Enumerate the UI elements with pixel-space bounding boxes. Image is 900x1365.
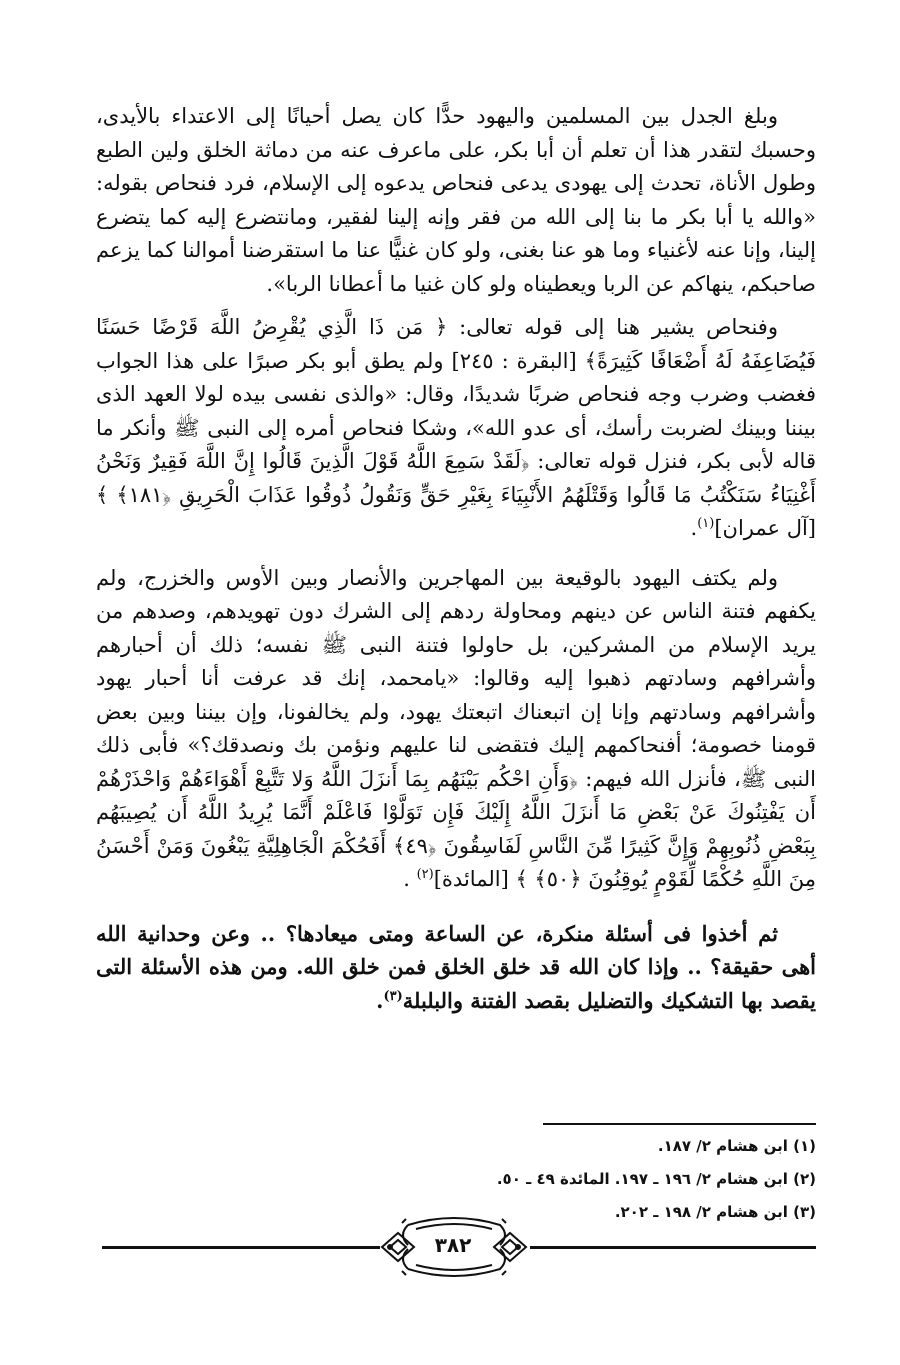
footnote-ref-3: (٣) bbox=[383, 988, 403, 1004]
paragraph-3-text: ولم يكتف اليهود بالوقيعة بين المهاجرين والأنصار وبين الأوس والخزرج، ولم يكفهم فتنة الناس عن دينهم ومحاولة ردهم إلى الشرك دون تهويدهم، وصدهم من يريد الإسلام من المشركين، بل حاولوا فتنة النبى ﷺ نفسه؛ ذلك أن أحبارهم وأشرافهم وسادتهم ذهبوا إليه وقالوا: «يامحمد، إنك قد عرفت أنا أحبار يهود وأشرافهم وسادتهم وإنا إن اتبعناك اتبعتك يهود، ولم يخالفونا، وإن بيننا وبين بعض قومنا خصومة؛ أفنحاكمهم إليك فتقضى لنا عليهم ونؤمن بك ونصدقك؟» فأبى ذلك النبى ﷺ، فأنزل الله فيهم: ﴿وَأَنِ احْكُم بَيْنَهُم بِمَا أَنزَلَ اللَّهُ وَلا تَتَّبِعْ أَهْوَاءَهُمْ وَاحْذَرْهُمْ أَن يَفْتِنُوكَ عَنْ بَعْضِ مَا أَنزَلَ اللَّهُ إِلَيْكَ فَإِن تَوَلَّوْا فَاعْلَمْ أَنَّمَا يُرِيدُ اللَّهُ أَن يُصِيبَهُم بِبَعْضِ ذُنُوبِهِمْ وَإِنَّ كَثِيرًا مِّنَ النَّاسِ لَفَاسِقُونَ ﴿٤٩﴾ أَفَحُكْمَ الْجَاهِلِيَّةِ يَبْغُونَ وَمَنْ أَحْسَنُ مِنَ اللَّهِ حُكْمًا لِّقَوْمٍ يُوقِنُونَ ﴿٥٠﴾ ﴾ [المائدة] bbox=[96, 565, 816, 891]
paragraph-4-end: . bbox=[376, 987, 384, 1013]
paragraph-3 bbox=[96, 562, 816, 897]
paragraph-3-end: . bbox=[403, 867, 417, 891]
bottom-rule-right bbox=[530, 1246, 816, 1249]
page-number: ٣٨٢ bbox=[422, 1230, 484, 1260]
paragraph-4-text: ثم أخذوا فى أسئلة منكرة، عن الساعة ومتى ميعادها؟ .. وعن وحدانية الله أهى حقيقة؟ .. وإذا كان الله قد خلق الخلق فمن خلق الله. ومن هذه الأسئلة التى يقصد بها التشكيك والتضليل بقصد الفتنة والبلبلة bbox=[96, 920, 816, 1013]
main-text bbox=[96, 100, 816, 1017]
footnote-1: (١) ابن هشام ٢/ ١٨٧. bbox=[657, 1137, 816, 1155]
footnote-ref-2: (٢) bbox=[416, 867, 434, 882]
bottom-rule-left bbox=[102, 1246, 380, 1249]
footnote-3: (٣) ابن هشام ٢/ ١٩٨ ـ ٢٠٢. bbox=[614, 1203, 816, 1221]
paragraph-1-text: وبلغ الجدل بين المسلمين واليهود حدًّا كان يصل أحيانًا إلى الاعتداء بالأيدى، وحسبك لتقدر هذا أن تعلم أن أبا بكر، على ماعرف عنه من دماثة الخلق ولين الطبع وطول الأناة، تحدث إلى يهودى يدعى فنحاص يدعوه إلى الإسلام، فرد فنحاص بقوله: «والله يا أبا بكر ما بنا إلى الله من فقر وإنه إلينا لفقير، ومانتضرع إليه كما يتضرع إلينا، وإنا عنه لأغنياء وما هو عنا بغنى، ولو كان غنيًّا عنا ما استقرضنا أموالنا كما يزعم صاحبكم، ينهاكم عن الربا ويعطيناه ولو كان غنيا ما أعطانا الربا». bbox=[96, 104, 816, 296]
footnote-ref-1: (١) bbox=[697, 516, 715, 531]
paragraph-1 bbox=[96, 100, 816, 301]
footnote-divider bbox=[543, 1123, 816, 1125]
paragraph-2 bbox=[96, 311, 816, 546]
paragraph-4 bbox=[96, 917, 816, 1018]
paragraph-2-text: وفنحاص يشير هنا إلى قوله تعالى: ﴿ مَن ذَا الَّذِي يُقْرِضُ اللَّهَ قَرْضًا حَسَنًا فَيُضَاعِفَهُ لَهُ أَضْعَافًا كَثِيرَةً﴾ [البقرة : ٢٤٥] ولم يطق أبو بكر صبرًا على هذا الجواب فغضب وضرب وجه فنحاص ضربًا شديدًا، وقال: «والذى نفسى بيده لولا العهد الذى بيننا وبينك لضربت رأسك، أى عدو الله»، وشكا فنحاص أمره إلى النبى ﷺ وأنكر ما قاله لأبى بكر، فنزل قوله تعالى: ﴿لَقَدْ سَمِعَ اللَّهُ قَوْلَ الَّذِينَ قَالُوا إِنَّ اللَّهَ فَقِيرٌ وَنَحْنُ أَغْنِيَاءُ سَنَكْتُبُ مَا قَالُوا وَقَتْلَهُمُ الأَنْبِيَاءَ بِغَيْرِ حَقٍّ وَنَقُولُ ذُوقُوا عَذَابَ الْحَرِيقِ ﴿١٨١﴾ ﴾[آل عمران] bbox=[96, 315, 816, 540]
footnote-2: (٢) ابن هشام ٢/ ١٩٦ ـ ١٩٧. المائدة ٤٩ ـ ٥٠. bbox=[496, 1170, 816, 1188]
paragraph-2-end: . bbox=[690, 516, 698, 540]
